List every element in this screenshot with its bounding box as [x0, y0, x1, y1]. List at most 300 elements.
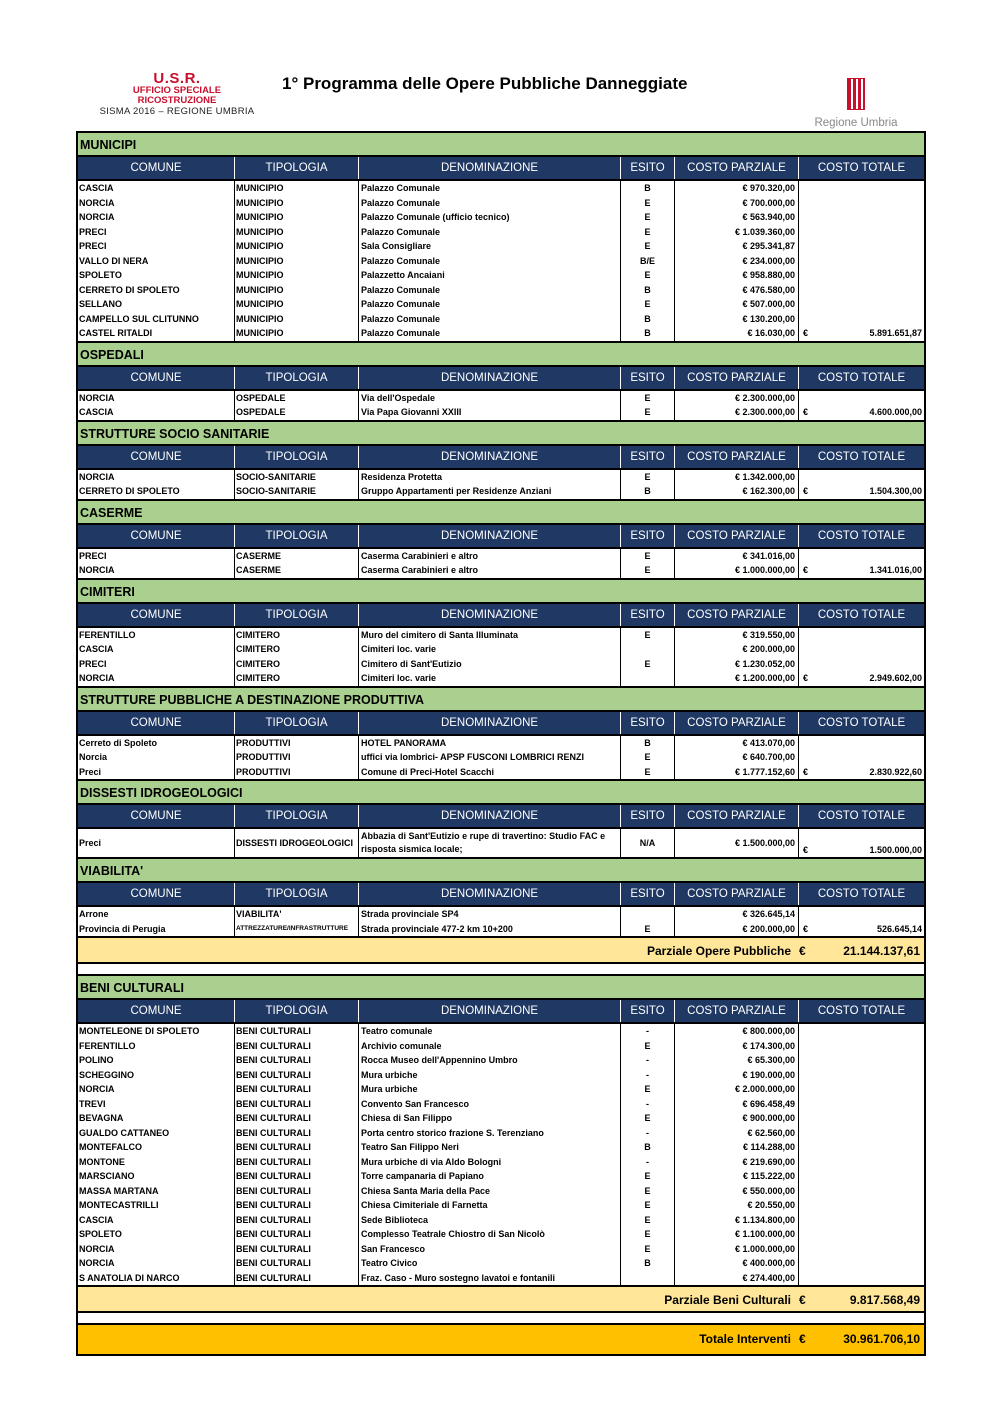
comune-cell: MONTELEONE DI SPOLETO	[78, 1024, 235, 1039]
esito-cell: E	[621, 1169, 675, 1184]
column-header-costo-totale: COSTO TOTALE	[817, 1005, 906, 1017]
tipologia-cell: SOCIO-SANITARIE	[235, 470, 359, 485]
costo-parziale-cell: € 20.550,00	[675, 1198, 799, 1213]
costo-parziale-cell: € 341.016,00	[675, 549, 799, 564]
esito-cell: E	[621, 750, 675, 765]
costo-totale-cell	[799, 1082, 924, 1097]
table-row	[78, 1271, 924, 1286]
denominazione-cell: Palazzo Comunale	[359, 181, 621, 196]
tipologia-cell: BENI CULTURALI	[235, 1155, 359, 1170]
costo-totale-cell	[799, 326, 924, 341]
denominazione-cell: Sede Biblioteca	[359, 1213, 621, 1228]
column-header-esito: ESITO	[621, 712, 675, 734]
comune-cell: CASCIA	[78, 642, 235, 657]
comune-cell: NORCIA	[78, 470, 235, 485]
column-header-tipologia: TIPOLOGIA	[235, 525, 359, 547]
denominazione-cell: Caserma Carabinieri e altro	[359, 563, 621, 578]
costo-parziale-cell: € 114.288,00	[675, 1140, 799, 1155]
column-header-denominazione: DENOMINAZIONE	[359, 1000, 621, 1022]
esito-cell: E	[621, 922, 675, 937]
costo-parziale-cell: € 1.342.000,00	[675, 470, 799, 485]
column-header-costo-totale: COSTO TOTALE	[817, 450, 906, 463]
denominazione-cell: Cimiteri loc. varie	[359, 642, 621, 657]
costo-totale-cell	[799, 196, 924, 211]
column-header-row	[78, 525, 924, 549]
tipologia-cell: PRODUTTIVI	[235, 750, 359, 765]
section-rows	[78, 736, 924, 782]
section-total-value: 526.645,14	[876, 923, 922, 934]
tipologia-cell: BENI CULTURALI	[235, 1126, 359, 1141]
comune-cell: PRECI	[78, 239, 235, 254]
comune-cell: NORCIA	[78, 1256, 235, 1271]
section-title: CASERME	[78, 501, 924, 525]
section-rows	[78, 628, 924, 688]
section-rows	[78, 1024, 924, 1287]
tipologia-cell: ATTREZZATURE/INFRASTRUTTURE	[235, 922, 359, 937]
column-header-costo-totale: COSTO TOTALE	[817, 888, 906, 900]
costo-totale-cell	[799, 736, 924, 751]
costo-totale-cell	[799, 225, 924, 240]
denominazione-cell: Abbazia di Sant'Eutizio e rupe di travertino: Studio FAC e risposta sismica locale;	[359, 829, 621, 857]
usr-logo	[82, 72, 272, 118]
esito-cell: -	[621, 1068, 675, 1083]
denominazione-cell: Via Papa Giovanni XXIII	[359, 405, 621, 420]
comune-cell: S ANATOLIA DI NARCO	[78, 1271, 235, 1286]
costo-totale-cell	[799, 1068, 924, 1083]
costo-parziale-cell: € 970.320,00	[675, 181, 799, 196]
table-row	[78, 1140, 924, 1155]
esito-cell: -	[621, 1053, 675, 1068]
comune-cell: SPOLETO	[78, 268, 235, 283]
column-header-tipologia: TIPOLOGIA	[235, 157, 359, 179]
table-row	[78, 312, 924, 327]
costo-parziale-cell: € 190.000,00	[675, 1068, 799, 1083]
table-row	[78, 210, 924, 225]
costo-parziale-cell: € 1.777.152,60	[675, 765, 799, 780]
tipologia-cell: MUNICIPIO	[235, 283, 359, 298]
costo-parziale-cell: € 16.030,00	[675, 326, 799, 341]
section-rows	[78, 470, 924, 501]
column-header-costo-parziale: COSTO PARZIALE	[675, 604, 799, 626]
logo-subtitle-3: SISMA 2016 – REGIONE UMBRIA	[99, 106, 255, 117]
denominazione-cell: Gruppo Appartamenti per Residenze Anziani	[359, 484, 621, 499]
tipologia-cell: CIMITERO	[235, 642, 359, 657]
costo-totale-cell	[799, 297, 924, 312]
costo-parziale-cell: € 696.458,49	[675, 1097, 799, 1112]
comune-cell: SCHEGGINO	[78, 1068, 235, 1083]
esito-cell: E	[621, 1213, 675, 1228]
column-header-comune: COMUNE	[78, 446, 235, 468]
tipologia-cell: MUNICIPIO	[235, 312, 359, 327]
denominazione-cell: Caserma Carabinieri e altro	[359, 549, 621, 564]
partial-public-works-value: 21.144.137,61	[843, 944, 920, 958]
tipologia-cell: OSPEDALE	[235, 405, 359, 420]
section-rows	[78, 391, 924, 422]
total-currency: €	[803, 565, 809, 575]
denominazione-cell: Chiesa Santa Maria della Pace	[359, 1184, 621, 1199]
denominazione-cell: Porta centro storico frazione S. Terenziano	[359, 1126, 621, 1141]
denominazione-cell: Via dell'Ospedale	[359, 391, 621, 406]
column-header-denominazione: DENOMINAZIONE	[359, 367, 621, 389]
tipologia-cell: BENI CULTURALI	[235, 1169, 359, 1184]
costo-totale-cell	[799, 1198, 924, 1213]
esito-cell: B	[621, 1256, 675, 1271]
denominazione-cell: Palazzo Comunale (ufficio tecnico)	[359, 210, 621, 225]
column-header-denominazione: DENOMINAZIONE	[359, 712, 621, 734]
costo-totale-cell	[799, 549, 924, 564]
costo-parziale-cell: € 900.000,00	[675, 1111, 799, 1126]
esito-cell	[621, 1271, 675, 1286]
section-title: DISSESTI IDROGEOLOGICI	[78, 781, 924, 805]
costo-totale-cell	[799, 405, 924, 420]
table-row	[78, 922, 924, 937]
costo-totale-cell	[799, 1242, 924, 1257]
comune-cell: CASCIA	[78, 405, 235, 420]
esito-cell: E	[621, 1111, 675, 1126]
column-header-costo-totale: COSTO TOTALE	[817, 162, 906, 174]
esito-cell: N/A	[621, 829, 675, 857]
esito-cell: E	[621, 225, 675, 240]
table-row	[78, 1155, 924, 1170]
column-header-denominazione: DENOMINAZIONE	[359, 525, 621, 547]
comune-cell: MASSA MARTANA	[78, 1184, 235, 1199]
comune-cell: Preci	[78, 829, 235, 857]
column-header-row	[78, 446, 924, 470]
costo-parziale-cell: € 174.300,00	[675, 1039, 799, 1054]
comune-cell: SPOLETO	[78, 1227, 235, 1242]
comune-cell: VALLO DI NERA	[78, 254, 235, 269]
denominazione-cell: Palazzetto Ancaiani	[359, 268, 621, 283]
denominazione-cell: Mura urbiche di via Aldo Bologni	[359, 1155, 621, 1170]
table-row	[78, 196, 924, 211]
column-header-esito: ESITO	[621, 525, 675, 547]
denominazione-cell: Convento San Francesco	[359, 1097, 621, 1112]
denominazione-cell: Palazzo Comunale	[359, 196, 621, 211]
esito-cell: B	[621, 1140, 675, 1155]
esito-cell: E	[621, 765, 675, 780]
tipologia-cell: BENI CULTURALI	[235, 1039, 359, 1054]
denominazione-cell: Teatro Civico	[359, 1256, 621, 1271]
grand-total	[78, 1325, 924, 1354]
column-header-costo-parziale: COSTO PARZIALE	[675, 1000, 799, 1022]
table-row	[78, 549, 924, 564]
tipologia-cell: BENI CULTURALI	[235, 1053, 359, 1068]
esito-cell: E	[621, 1242, 675, 1257]
table-row	[78, 642, 924, 657]
denominazione-cell: Palazzo Comunale	[359, 326, 621, 341]
section-title: STRUTTURE SOCIO SANITARIE	[78, 422, 924, 446]
total-currency: €	[803, 407, 809, 417]
column-header-esito: ESITO	[621, 157, 675, 179]
esito-cell	[621, 642, 675, 657]
comune-cell: CERRETO DI SPOLETO	[78, 283, 235, 298]
column-header-tipologia: TIPOLOGIA	[235, 1000, 359, 1022]
denominazione-cell: Torre campanaria di Papiano	[359, 1169, 621, 1184]
tipologia-cell: CIMITERO	[235, 671, 359, 686]
table-row	[78, 1024, 924, 1039]
table-row	[78, 470, 924, 485]
grand-total-currency: €	[799, 1332, 806, 1346]
denominazione-cell: Strada provinciale SP4	[359, 907, 621, 922]
esito-cell: E	[621, 1082, 675, 1097]
tipologia-cell: MUNICIPIO	[235, 225, 359, 240]
denominazione-cell: Mura urbiche	[359, 1082, 621, 1097]
comune-cell: GUALDO CATTANEO	[78, 1126, 235, 1141]
costo-totale-cell	[799, 1256, 924, 1271]
esito-cell: E	[621, 549, 675, 564]
table-row	[78, 254, 924, 269]
denominazione-cell: Palazzo Comunale	[359, 283, 621, 298]
esito-cell: E	[621, 1227, 675, 1242]
costo-totale-cell	[799, 1097, 924, 1112]
column-header-costo-totale: COSTO TOTALE	[817, 608, 906, 621]
tipologia-cell: VIABILITA'	[235, 907, 359, 922]
costo-totale-cell	[799, 254, 924, 269]
column-header-esito: ESITO	[621, 1000, 675, 1022]
esito-cell: B	[621, 181, 675, 196]
total-currency: €	[803, 923, 809, 934]
esito-cell: -	[621, 1126, 675, 1141]
denominazione-cell: Teatro San Filippo Neri	[359, 1140, 621, 1155]
partial-public-works-currency: €	[799, 944, 806, 958]
denominazione-cell: Archivio comunale	[359, 1039, 621, 1054]
regione-name: Regione Umbria	[814, 117, 898, 129]
costo-totale-cell	[799, 239, 924, 254]
section-title: STRUTTURE PUBBLICHE A DESTINAZIONE PRODUTTIVA	[78, 688, 924, 712]
costo-parziale-cell: € 413.070,00	[675, 736, 799, 751]
table-row	[78, 1097, 924, 1112]
esito-cell: B	[621, 484, 675, 499]
column-header-costo-parziale: COSTO PARZIALE	[675, 157, 799, 179]
costo-parziale-cell: € 2.300.000,00	[675, 405, 799, 420]
esito-cell: B	[621, 326, 675, 341]
denominazione-cell: Rocca Museo dell'Appennino Umbro	[359, 1053, 621, 1068]
table-row	[78, 563, 924, 578]
partial-public-works	[78, 938, 924, 964]
table-row	[78, 1068, 924, 1083]
column-header-row	[78, 712, 924, 736]
costo-parziale-cell: € 1.039.360,00	[675, 225, 799, 240]
costo-totale-cell	[799, 765, 924, 780]
comune-cell: POLINO	[78, 1053, 235, 1068]
tipologia-cell: CASERME	[235, 563, 359, 578]
tipologia-cell: MUNICIPIO	[235, 210, 359, 225]
tipologia-cell: BENI CULTURALI	[235, 1198, 359, 1213]
tipologia-cell: MUNICIPIO	[235, 181, 359, 196]
grand-total-label: Totale Interventi	[699, 1332, 791, 1346]
denominazione-cell: Complesso Teatrale Chiostro di San Nicolò	[359, 1227, 621, 1242]
costo-parziale-cell: € 295.341,87	[675, 239, 799, 254]
costo-totale-cell	[799, 1111, 924, 1126]
table-row	[78, 765, 924, 780]
table-row	[78, 1169, 924, 1184]
tipologia-cell: PRODUTTIVI	[235, 765, 359, 780]
costo-parziale-cell: € 2.000.000,00	[675, 1082, 799, 1097]
denominazione-cell: Strada provinciale 477-2 km 10+200	[359, 922, 621, 937]
tipologia-cell: BENI CULTURALI	[235, 1184, 359, 1199]
total-currency: €	[803, 673, 809, 683]
costo-parziale-cell: € 640.700,00	[675, 750, 799, 765]
esito-cell	[621, 907, 675, 922]
costo-totale-cell	[799, 1053, 924, 1068]
comune-cell: MONTONE	[78, 1155, 235, 1170]
tipologia-cell: DISSESTI IDROGEOLOGICI	[235, 829, 359, 857]
column-header-costo-parziale: COSTO PARZIALE	[675, 525, 799, 547]
comune-cell: CERRETO DI SPOLETO	[78, 484, 235, 499]
costo-parziale-cell: € 200.000,00	[675, 922, 799, 937]
column-header-costo-totale: COSTO TOTALE	[817, 371, 906, 384]
comune-cell: BEVAGNA	[78, 1111, 235, 1126]
denominazione-cell: uffici via lombrici- APSP FUSCONI LOMBRICI RENZI	[359, 750, 621, 765]
costo-parziale-cell: € 319.550,00	[675, 628, 799, 643]
comune-cell: Norcia	[78, 750, 235, 765]
tipologia-cell: BENI CULTURALI	[235, 1111, 359, 1126]
section-title: MUNICIPI	[78, 133, 924, 157]
column-header-costo-totale: COSTO TOTALE	[817, 716, 906, 729]
costo-parziale-cell: € 400.000,00	[675, 1256, 799, 1271]
logo-subtitle-2: RICOSTRUZIONE	[137, 95, 217, 106]
costo-parziale-cell: € 219.690,00	[675, 1155, 799, 1170]
costo-parziale-cell: € 200.000,00	[675, 642, 799, 657]
costo-parziale-cell: € 130.200,00	[675, 312, 799, 327]
total-currency: €	[803, 766, 809, 777]
comune-cell: CASCIA	[78, 1213, 235, 1228]
table-row	[78, 484, 924, 499]
costo-parziale-cell: € 1.134.800,00	[675, 1213, 799, 1228]
column-header-denominazione: DENOMINAZIONE	[359, 883, 621, 905]
costo-parziale-cell: € 234.000,00	[675, 254, 799, 269]
denominazione-cell: Cimiteri loc. varie	[359, 671, 621, 686]
section-total-value: 5.891.651,87	[869, 328, 922, 338]
table-row	[78, 736, 924, 751]
esito-cell: E	[621, 563, 675, 578]
spacer-row	[78, 964, 924, 976]
costo-totale-cell	[799, 1126, 924, 1141]
regione-emblem-icon	[847, 78, 865, 110]
column-header-tipologia: TIPOLOGIA	[235, 805, 359, 827]
table-row	[78, 750, 924, 765]
denominazione-cell: Fraz. Caso - Muro sostegno lavatoi e fontanili	[359, 1271, 621, 1286]
section-total-value: 4.600.000,00	[869, 407, 922, 417]
column-header-comune: COMUNE	[78, 367, 235, 389]
costo-parziale-cell: € 162.300,00	[675, 484, 799, 499]
comune-cell: NORCIA	[78, 1242, 235, 1257]
section-title: BENI CULTURALI	[78, 976, 924, 1000]
column-header-row	[78, 805, 924, 829]
comune-cell: NORCIA	[78, 196, 235, 211]
partial-public-works-label: Parziale Opere Pubbliche	[646, 944, 791, 958]
costo-totale-cell	[799, 484, 924, 499]
table-row	[78, 268, 924, 283]
esito-cell: -	[621, 1155, 675, 1170]
tipologia-cell: MUNICIPIO	[235, 326, 359, 341]
column-header-denominazione: DENOMINAZIONE	[359, 805, 621, 827]
logo-subtitle-1: UFFICIO SPECIALE	[132, 85, 222, 96]
costo-totale-cell	[799, 563, 924, 578]
table-row	[78, 1256, 924, 1271]
esito-cell: E	[621, 1039, 675, 1054]
denominazione-cell: Chiesa di San Filippo	[359, 1111, 621, 1126]
table-row	[78, 671, 924, 686]
column-header-tipologia: TIPOLOGIA	[235, 604, 359, 626]
total-currency: €	[803, 845, 809, 855]
esito-cell: E	[621, 405, 675, 420]
total-currency: €	[803, 328, 809, 338]
partial-cultural-heritage-value: 9.817.568,49	[849, 1293, 920, 1307]
column-header-comune: COMUNE	[78, 883, 235, 905]
costo-totale-cell	[799, 750, 924, 765]
comune-cell: MONTEFALCO	[78, 1140, 235, 1155]
column-header-tipologia: TIPOLOGIA	[235, 367, 359, 389]
costo-parziale-cell: € 1.500.000,00	[675, 829, 799, 857]
comune-cell: PRECI	[78, 657, 235, 672]
section-title: OSPEDALI	[78, 343, 924, 367]
costo-parziale-cell: € 2.300.000,00	[675, 391, 799, 406]
costo-parziale-cell: € 65.300,00	[675, 1053, 799, 1068]
table-row	[78, 1242, 924, 1257]
esito-cell: E	[621, 628, 675, 643]
costo-parziale-cell: € 1.000.000,00	[675, 563, 799, 578]
esito-cell: -	[621, 1097, 675, 1112]
column-header-esito: ESITO	[621, 604, 675, 626]
denominazione-cell: Palazzo Comunale	[359, 297, 621, 312]
section-total-value: 2.830.922,60	[869, 766, 922, 777]
comune-cell: SELLANO	[78, 297, 235, 312]
table-row	[78, 1039, 924, 1054]
costo-parziale-cell: € 326.645,14	[675, 907, 799, 922]
section-rows	[78, 907, 924, 938]
esito-cell: B/E	[621, 254, 675, 269]
column-header-denominazione: DENOMINAZIONE	[359, 157, 621, 179]
works-table	[76, 131, 926, 1356]
costo-parziale-cell: € 1.100.000,00	[675, 1227, 799, 1242]
comune-cell: NORCIA	[78, 671, 235, 686]
esito-cell: E	[621, 268, 675, 283]
section-total-value: 1.504.300,00	[869, 486, 922, 496]
esito-cell: B	[621, 283, 675, 298]
esito-cell: E	[621, 239, 675, 254]
costo-parziale-cell: € 115.222,00	[675, 1169, 799, 1184]
column-header-tipologia: TIPOLOGIA	[235, 883, 359, 905]
comune-cell: Preci	[78, 765, 235, 780]
costo-totale-cell	[799, 1184, 924, 1199]
costo-totale-cell	[799, 210, 924, 225]
column-header-esito: ESITO	[621, 367, 675, 389]
denominazione-cell: San Francesco	[359, 1242, 621, 1257]
denominazione-cell: Residenza Protetta	[359, 470, 621, 485]
column-header-costo-totale: COSTO TOTALE	[817, 529, 906, 542]
column-header-comune: COMUNE	[78, 712, 235, 734]
costo-totale-cell	[799, 1140, 924, 1155]
table-row	[78, 283, 924, 298]
column-header-costo-parziale: COSTO PARZIALE	[675, 446, 799, 468]
costo-totale-cell	[799, 283, 924, 298]
comune-cell: MONTECASTRILLI	[78, 1198, 235, 1213]
table-row	[78, 181, 924, 196]
table-row	[78, 628, 924, 643]
column-header-costo-parziale: COSTO PARZIALE	[675, 883, 799, 905]
esito-cell: E	[621, 391, 675, 406]
tipologia-cell: BENI CULTURALI	[235, 1140, 359, 1155]
comune-cell: Arrone	[78, 907, 235, 922]
column-header-esito: ESITO	[621, 883, 675, 905]
esito-cell: E	[621, 1184, 675, 1199]
tipologia-cell: MUNICIPIO	[235, 239, 359, 254]
tipologia-cell: CASERME	[235, 549, 359, 564]
page-title: 1° Programma delle Opere Pubbliche Danneggiate	[282, 74, 688, 93]
column-header-comune: COMUNE	[78, 604, 235, 626]
denominazione-cell: HOTEL PANORAMA	[359, 736, 621, 751]
